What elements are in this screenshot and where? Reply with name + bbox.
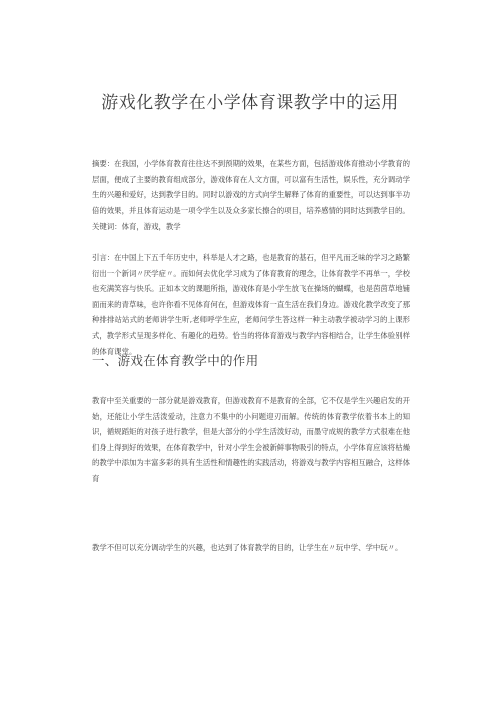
section-closing-paragraph: 教学不但可以充分调动学生的兴趣，也达到了体育教学的目的，让学生在〃玩中学、学中玩〃。 <box>92 543 403 552</box>
paper-title: 游戏化教学在小学体育课教学中的运用 <box>101 93 399 113</box>
abstract-paragraph: 摘要：在我国，小学体育教育往往达不到预期的效果，在某些方面，包括游戏体育推动小学教育的层面，便成了主要的教育组成部分，游戏体育在人文方面，可以富有生活性，娱乐性，充分调动学生的兴趣和爱好，达到教学目的。同时以游戏的方式向学生解释了体育的重要性，可以达到事半功倍的效果，并且体育运动是一项令学生以及众多家长擦合的项目，培养感情的同时达到教学目的。 <box>92 159 410 215</box>
section-heading: 一、游戏在体育教学中的作用 <box>92 353 259 368</box>
keywords-line: 关键词：体育，游戏，教学 <box>92 222 181 231</box>
introduction-paragraph: 引言：在中国上下五千年历史中，科举是人才之路，也是教育的基石，但平凡而乏味的学习之路繁衍出一个新词〃厌学症〃。而如何去优化学习成为了体育教育的理念，让体育教学不再单一，学校也充满笑容与快乐。正如本文的课题所指，游戏体育是小学生放飞在操场的蝴蝶，也是茵茵草地铺面而来的青草味，也许你看不见体育何在，但游戏体育一直生活在我们身边。游戏化教学改变了那种排排站站式的老师讲学生听,老师呼学生应，老师问学生答这样一种主动教学被动学习的上课形式，教学形式呈现多样化、有趣化的趋势。恰当的将体育游戏与教学内容相结合，让学生体验别样的体育课堂。 <box>92 253 410 356</box>
section-body-paragraph: 教育中至关重要的一部分就是游戏教育，但游戏教育不是教育的全部，它不仅是学生兴趣启发的开始，还能让小学生活泼爱动，注意力不集中的小问题迎刃而解。传统的体育教学依着书本上的知识，循规蹈矩的对孩子进行教学，但是大部分的小学生活泼好动，而墨守成规的教学方式很难在他们身上得到好的效果，在体育教学中，针对小学生会被新鲜事物吸引的特点，小学体育应该将枯燥的教学中添加为丰富多彩的具有生活性和情趣性的实践活动，将游戏与教学内容相互融合，这样体育 <box>92 396 410 483</box>
